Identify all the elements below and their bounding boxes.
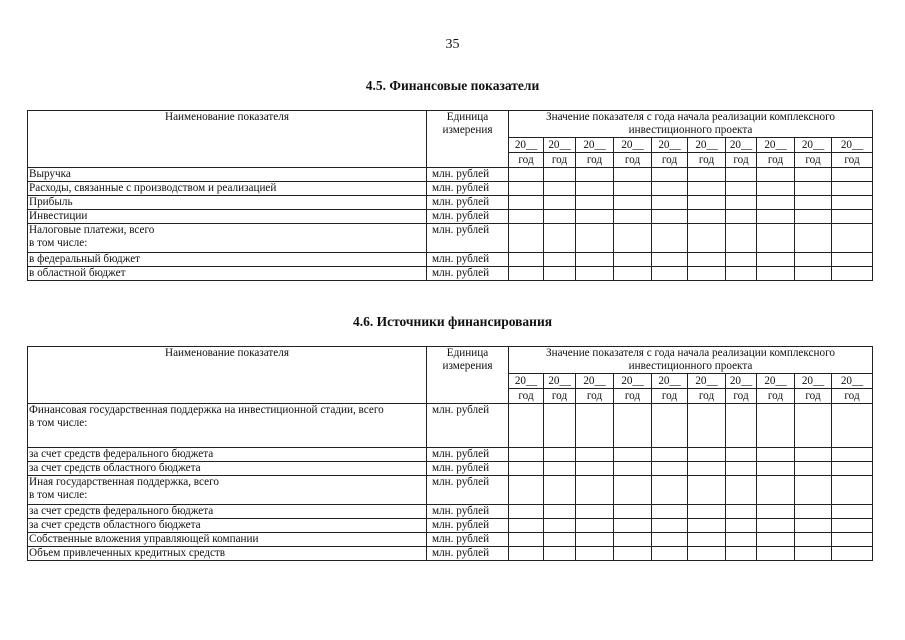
table-row	[28, 462, 873, 476]
value-cell[interactable]	[652, 253, 688, 267]
indicator-name: Прибыль	[28, 196, 427, 210]
value-cell[interactable]	[614, 182, 652, 196]
value-cell[interactable]	[544, 404, 576, 448]
value-cell[interactable]	[726, 547, 757, 561]
name-column-header: Наименование показателя	[28, 111, 427, 168]
value-cell[interactable]	[576, 182, 614, 196]
year-column-header	[576, 138, 614, 168]
unit-column-header: Единица измерения	[427, 347, 509, 404]
value-cell[interactable]	[688, 533, 726, 547]
value-cell[interactable]	[544, 224, 576, 253]
year-column-header	[509, 138, 544, 168]
table-row	[28, 253, 873, 267]
year-word: год	[661, 154, 678, 166]
indicator-name: Инвестиции	[28, 210, 427, 224]
year-column-header	[795, 374, 832, 404]
value-cell[interactable]	[576, 462, 614, 476]
value-cell[interactable]	[688, 182, 726, 196]
unit-cell: млн. рублей	[427, 253, 509, 267]
value-cell[interactable]	[757, 547, 795, 561]
value-cell[interactable]	[688, 547, 726, 561]
value-cell[interactable]	[726, 253, 757, 267]
year-label: 20__	[576, 138, 613, 153]
value-cell[interactable]	[509, 210, 544, 224]
value-cell[interactable]	[832, 533, 873, 547]
indicator-name: Расходы, связанные с производством и реализацией	[28, 182, 427, 196]
value-cell[interactable]	[726, 448, 757, 462]
year-column-header	[614, 374, 652, 404]
unit-cell: млн. рублей	[427, 448, 509, 462]
value-cell[interactable]	[544, 476, 576, 505]
value-cell[interactable]	[757, 404, 795, 448]
value-cell[interactable]	[688, 404, 726, 448]
year-word: год	[698, 390, 715, 402]
value-cell[interactable]	[726, 476, 757, 505]
year-word: год	[733, 390, 749, 402]
indicator-name: за счет средств областного бюджета	[28, 519, 427, 533]
value-cell[interactable]	[757, 182, 795, 196]
value-cell[interactable]	[544, 533, 576, 547]
value-cell[interactable]	[757, 210, 795, 224]
value-cell[interactable]	[614, 404, 652, 448]
value-cell[interactable]	[614, 547, 652, 561]
indicator-name: Налоговые платежи, всего в том числе:	[28, 224, 427, 253]
value-cell[interactable]	[757, 168, 795, 182]
year-label: 20__	[509, 374, 543, 389]
value-cell[interactable]	[726, 462, 757, 476]
year-word: год	[518, 154, 534, 166]
year-column-header	[795, 138, 832, 168]
year-word: год	[698, 154, 715, 166]
indicator-name: Иная государственная поддержка, всего в том числе:	[28, 476, 427, 505]
value-cell[interactable]	[795, 533, 832, 547]
value-cell[interactable]	[688, 462, 726, 476]
year-column-header	[544, 374, 576, 404]
value-cell[interactable]	[757, 476, 795, 505]
year-label: 20__	[509, 138, 543, 153]
value-cell[interactable]	[544, 505, 576, 519]
year-word: год	[767, 390, 784, 402]
value-cell[interactable]	[576, 196, 614, 210]
indicator-name: за счет средств областного бюджета	[28, 462, 427, 476]
value-cell[interactable]	[832, 519, 873, 533]
page-number: 35	[445, 37, 460, 52]
year-word: год	[733, 154, 749, 166]
section-title-funding-sources: 4.6. Источники финансирования	[352, 314, 553, 329]
year-column-header	[614, 138, 652, 168]
table-row	[28, 476, 873, 505]
financial-indicators-table	[27, 110, 873, 281]
value-cell[interactable]	[614, 267, 652, 281]
value-cell[interactable]	[757, 533, 795, 547]
indicator-name: в федеральный бюджет	[28, 253, 427, 267]
table-row	[28, 547, 873, 561]
value-cell[interactable]	[509, 196, 544, 210]
value-cell[interactable]	[576, 476, 614, 505]
value-cell[interactable]	[614, 253, 652, 267]
value-cell[interactable]	[832, 547, 873, 561]
value-cell[interactable]	[688, 224, 726, 253]
value-cell[interactable]	[832, 462, 873, 476]
value-cell[interactable]	[544, 210, 576, 224]
value-cell[interactable]	[509, 182, 544, 196]
unit-cell: млн. рублей	[427, 182, 509, 196]
value-cell[interactable]	[509, 168, 544, 182]
value-cell[interactable]	[576, 448, 614, 462]
value-cell[interactable]	[832, 210, 873, 224]
section-title-financial-indicators: 4.5. Финансовые показатели	[365, 78, 540, 93]
year-column-header	[688, 374, 726, 404]
table-row	[28, 505, 873, 519]
value-cell[interactable]	[757, 519, 795, 533]
table-row	[28, 448, 873, 462]
table-row	[28, 404, 873, 448]
year-column-header	[509, 374, 544, 404]
value-cell[interactable]	[688, 519, 726, 533]
year-word: год	[844, 154, 860, 166]
year-column-header	[726, 138, 757, 168]
value-cell[interactable]	[576, 224, 614, 253]
value-cell[interactable]	[544, 547, 576, 561]
table-row	[28, 196, 873, 210]
year-label: 20__	[614, 374, 651, 389]
year-column-header	[832, 374, 873, 404]
value-cell[interactable]	[614, 168, 652, 182]
year-word: год	[767, 154, 784, 166]
value-cell[interactable]	[688, 476, 726, 505]
table-row	[28, 210, 873, 224]
value-cell[interactable]	[576, 253, 614, 267]
value-cell[interactable]	[652, 448, 688, 462]
year-label: 20__	[576, 374, 613, 389]
table-row	[28, 168, 873, 182]
value-cell[interactable]	[795, 224, 832, 253]
value-cell[interactable]	[726, 505, 757, 519]
value-cell[interactable]	[614, 533, 652, 547]
value-cell[interactable]	[688, 267, 726, 281]
value-cell[interactable]	[509, 476, 544, 505]
value-cell[interactable]	[576, 168, 614, 182]
value-cell[interactable]	[795, 547, 832, 561]
value-cell[interactable]	[614, 448, 652, 462]
value-cell[interactable]	[509, 253, 544, 267]
value-cell[interactable]	[509, 462, 544, 476]
unit-cell: млн. рублей	[427, 168, 509, 182]
value-cell[interactable]	[576, 547, 614, 561]
value-cell[interactable]	[652, 547, 688, 561]
value-cell[interactable]	[652, 168, 688, 182]
table-row	[28, 533, 873, 547]
name-column-header: Наименование показателя	[28, 347, 427, 404]
year-label: 20__	[795, 374, 831, 389]
value-cell[interactable]	[832, 168, 873, 182]
year-column-header	[726, 374, 757, 404]
unit-cell: млн. рублей	[427, 519, 509, 533]
year-word: год	[661, 390, 678, 402]
value-cell[interactable]	[614, 210, 652, 224]
value-cell[interactable]	[832, 505, 873, 519]
year-label: 20__	[832, 374, 872, 389]
year-column-header	[576, 374, 614, 404]
year-word: год	[586, 154, 603, 166]
value-cell[interactable]	[576, 533, 614, 547]
value-cell[interactable]	[509, 448, 544, 462]
year-word: год	[624, 154, 641, 166]
year-label: 20__	[544, 138, 575, 153]
year-label: 20__	[832, 138, 872, 153]
year-column-header	[757, 138, 795, 168]
value-cell[interactable]	[509, 547, 544, 561]
year-label: 20__	[544, 374, 575, 389]
unit-cell: млн. рублей	[427, 547, 509, 561]
value-cell[interactable]	[652, 533, 688, 547]
value-cell[interactable]	[652, 404, 688, 448]
value-cell[interactable]	[576, 505, 614, 519]
value-cell[interactable]	[795, 253, 832, 267]
value-cell[interactable]	[576, 404, 614, 448]
table-row	[28, 267, 873, 281]
value-cell[interactable]	[509, 267, 544, 281]
value-cell[interactable]	[688, 253, 726, 267]
year-word: год	[805, 390, 821, 402]
year-word: год	[518, 390, 534, 402]
value-cell[interactable]	[688, 196, 726, 210]
value-cell[interactable]	[726, 224, 757, 253]
value-cell[interactable]	[757, 253, 795, 267]
year-column-header	[832, 138, 873, 168]
year-column-header	[544, 138, 576, 168]
value-cell[interactable]	[652, 182, 688, 196]
value-cell[interactable]	[832, 404, 873, 448]
unit-cell: млн. рублей	[427, 476, 509, 505]
value-cell[interactable]	[544, 519, 576, 533]
year-label: 20__	[688, 138, 725, 153]
year-column-header	[652, 138, 688, 168]
value-cell[interactable]	[757, 267, 795, 281]
value-cell[interactable]	[795, 196, 832, 210]
value-cell[interactable]	[757, 462, 795, 476]
year-label: 20__	[726, 374, 756, 389]
value-cell[interactable]	[509, 533, 544, 547]
unit-cell: млн. рублей	[427, 267, 509, 281]
unit-cell: млн. рублей	[427, 210, 509, 224]
value-cell[interactable]	[544, 168, 576, 182]
value-cell[interactable]	[832, 182, 873, 196]
year-word: год	[586, 390, 603, 402]
table-row	[28, 519, 873, 533]
value-column-header: Значение показателя с года начала реализации комплексного инвестиционного проекта	[509, 347, 873, 374]
value-cell[interactable]	[688, 505, 726, 519]
year-label: 20__	[757, 138, 794, 153]
value-cell[interactable]	[576, 519, 614, 533]
value-cell[interactable]	[652, 476, 688, 505]
value-cell[interactable]	[688, 168, 726, 182]
value-cell[interactable]	[614, 224, 652, 253]
value-cell[interactable]	[757, 448, 795, 462]
value-cell[interactable]	[544, 196, 576, 210]
value-cell[interactable]	[614, 476, 652, 505]
year-word: год	[805, 154, 821, 166]
value-cell[interactable]	[544, 462, 576, 476]
value-cell[interactable]	[726, 404, 757, 448]
value-cell[interactable]	[544, 253, 576, 267]
indicator-name: Собственные вложения управляющей компании	[28, 533, 427, 547]
value-cell[interactable]	[652, 519, 688, 533]
value-cell[interactable]	[614, 462, 652, 476]
value-cell[interactable]	[509, 404, 544, 448]
value-cell[interactable]	[509, 519, 544, 533]
value-cell[interactable]	[576, 267, 614, 281]
value-cell[interactable]	[726, 168, 757, 182]
value-cell[interactable]	[576, 210, 614, 224]
funding-sources-table	[27, 346, 873, 561]
year-label: 20__	[652, 374, 687, 389]
unit-cell: млн. рублей	[427, 224, 509, 253]
value-cell[interactable]	[614, 196, 652, 210]
unit-cell: млн. рублей	[427, 196, 509, 210]
value-cell[interactable]	[652, 196, 688, 210]
value-cell[interactable]	[832, 267, 873, 281]
year-word: год	[844, 390, 860, 402]
year-label: 20__	[726, 138, 756, 153]
year-label: 20__	[652, 138, 687, 153]
unit-cell: млн. рублей	[427, 533, 509, 547]
indicator-name: за счет средств федерального бюджета	[28, 448, 427, 462]
value-cell[interactable]	[795, 476, 832, 505]
value-cell[interactable]	[757, 224, 795, 253]
value-cell[interactable]	[614, 519, 652, 533]
value-cell[interactable]	[726, 267, 757, 281]
unit-column-header: Единица измерения	[427, 111, 509, 168]
indicator-name: за счет средств федерального бюджета	[28, 505, 427, 519]
year-label: 20__	[688, 374, 725, 389]
value-cell[interactable]	[757, 196, 795, 210]
unit-cell: млн. рублей	[427, 505, 509, 519]
value-cell[interactable]	[832, 224, 873, 253]
value-cell[interactable]	[832, 476, 873, 505]
indicator-name: Объем привлеченных кредитных средств	[28, 547, 427, 561]
table-row	[28, 182, 873, 196]
year-label: 20__	[614, 138, 651, 153]
indicator-name: Финансовая государственная поддержка на инвестиционной стадии, всего в том числе:	[28, 404, 427, 448]
table-row	[28, 224, 873, 253]
year-column-header	[688, 138, 726, 168]
value-cell[interactable]	[652, 505, 688, 519]
value-cell[interactable]	[652, 224, 688, 253]
value-cell[interactable]	[795, 519, 832, 533]
value-cell[interactable]	[726, 533, 757, 547]
value-cell[interactable]	[726, 519, 757, 533]
year-word: год	[624, 390, 641, 402]
value-cell[interactable]	[544, 267, 576, 281]
unit-cell: млн. рублей	[427, 462, 509, 476]
value-cell[interactable]	[795, 168, 832, 182]
value-cell[interactable]	[795, 267, 832, 281]
year-label: 20__	[757, 374, 794, 389]
year-word: год	[551, 154, 568, 166]
value-cell[interactable]	[757, 505, 795, 519]
indicator-name: Выручка	[28, 168, 427, 182]
value-cell[interactable]	[509, 224, 544, 253]
value-cell[interactable]	[795, 182, 832, 196]
value-cell[interactable]	[688, 210, 726, 224]
value-cell[interactable]	[795, 448, 832, 462]
value-cell[interactable]	[795, 462, 832, 476]
value-cell[interactable]	[832, 448, 873, 462]
value-cell[interactable]	[652, 267, 688, 281]
value-cell[interactable]	[795, 210, 832, 224]
value-cell[interactable]	[509, 505, 544, 519]
value-cell[interactable]	[614, 505, 652, 519]
year-word: год	[551, 390, 568, 402]
year-column-header	[757, 374, 795, 404]
indicator-name: в областной бюджет	[28, 267, 427, 281]
value-cell[interactable]	[688, 448, 726, 462]
value-cell[interactable]	[652, 462, 688, 476]
unit-cell: млн. рублей	[427, 404, 509, 448]
value-column-header: Значение показателя с года начала реализации комплексного инвестиционного проекта	[509, 111, 873, 138]
value-cell[interactable]	[795, 505, 832, 519]
value-cell[interactable]	[726, 196, 757, 210]
value-cell[interactable]	[544, 182, 576, 196]
value-cell[interactable]	[795, 404, 832, 448]
value-cell[interactable]	[544, 448, 576, 462]
value-cell[interactable]	[726, 210, 757, 224]
value-cell[interactable]	[726, 182, 757, 196]
year-label: 20__	[795, 138, 831, 153]
value-cell[interactable]	[832, 196, 873, 210]
value-cell[interactable]	[652, 210, 688, 224]
year-column-header	[652, 374, 688, 404]
value-cell[interactable]	[832, 253, 873, 267]
